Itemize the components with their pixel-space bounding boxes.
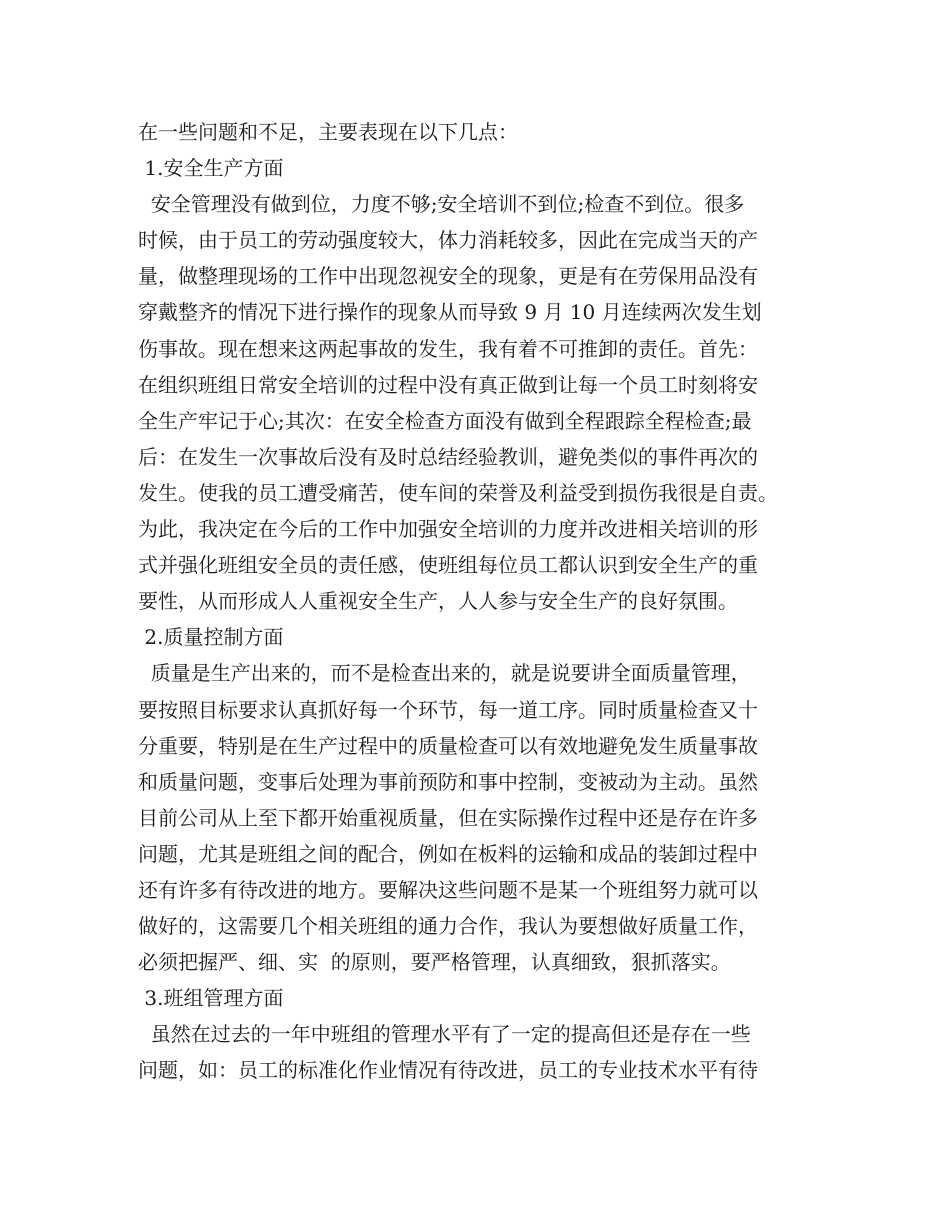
text-line: 要性，从而形成人人重视安全生产，人人参与安全生产的良好氛围。 bbox=[138, 589, 738, 614]
text-line: 质量是生产出来的，而不是检查出来的，就是说要讲全面质量管理， bbox=[138, 661, 751, 686]
text-line: 2.质量控制方面 bbox=[138, 625, 284, 650]
text-line: 安全管理没有做到位，力度不够;安全培训不到位;检查不到位。很多 bbox=[138, 192, 745, 217]
text-line: 目前公司从上至下都开始重视质量，但在实际操作过程中还是存在许多 bbox=[138, 805, 758, 830]
text-line: 伤事故。现在想来这两起事故的发生，我有着不可推卸的责任。首先： bbox=[138, 336, 758, 361]
text-line: 在一些问题和不足，主要表现在以下几点： bbox=[138, 120, 518, 144]
text-line: 做好的，这需要几个相关班组的通力合作，我认为要想做好质量工作， bbox=[138, 914, 758, 939]
text-line: 和质量问题，变事后处理为事前预防和事中控制，变被动为主动。虽然 bbox=[138, 769, 758, 794]
text-line: 为此，我决定在今后的工作中加强安全培训的力度并改进相关培训的形 bbox=[138, 517, 758, 542]
text-line: 必须把握严、细、实 的原则，要严格管理，认真细致，狠抓落实。 bbox=[138, 950, 731, 975]
text-line: 3.班组管理方面 bbox=[138, 986, 284, 1011]
text-line: 穿戴整齐的情况下进行操作的现象从而导致 9 月 10 月连续两次发生划 bbox=[138, 300, 762, 325]
text-line: 时候，由于员工的劳动强度较大，体力消耗较多，因此在完成当天的产 bbox=[138, 228, 758, 253]
text-line: 分重要，特别是在生产过程中的质量检查可以有效地避免发生质量事故 bbox=[138, 733, 758, 758]
text-line: 后：在发生一次事故后没有及时总结经验教训，避免类似的事件再次的 bbox=[138, 444, 758, 469]
text-line: 问题，尤其是班组之间的配合，例如在板料的运输和成品的装卸过程中 bbox=[138, 841, 758, 866]
text-line: 在组织班组日常安全培训的过程中没有真正做到让每一个员工时刻将安 bbox=[138, 372, 758, 397]
text-line: 量，做整理现场的工作中出现忽视安全的现象，更是有在劳保用品没有 bbox=[138, 264, 758, 289]
document-body bbox=[138, 114, 838, 1089]
text-line: 虽然在过去的一年中班组的管理水平有了一定的提高但还是存在一些 bbox=[138, 1022, 751, 1047]
text-line: 1.安全生产方面 bbox=[138, 156, 284, 181]
text-line: 还有许多有待改进的地方。要解决这些问题不是某一个班组努力就可以 bbox=[138, 877, 758, 902]
text-line: 全生产牢记于心;其次：在安全检查方面没有做到全程跟踪全程检查;最 bbox=[138, 408, 752, 433]
text-line: 要按照目标要求认真抓好每一个环节，每一道工序。同时质量检查又十 bbox=[138, 697, 758, 722]
text-line: 问题，如：员工的标准化作业情况有待改进，员工的专业技术水平有待 bbox=[138, 1058, 758, 1083]
text-line: 发生。使我的员工遭受痛苦，使车间的荣誉及利益受到损伤我很是自责。 bbox=[138, 480, 778, 505]
text-line: 式并强化班组安全员的责任感，使班组每位员工都认识到安全生产的重 bbox=[138, 553, 758, 578]
